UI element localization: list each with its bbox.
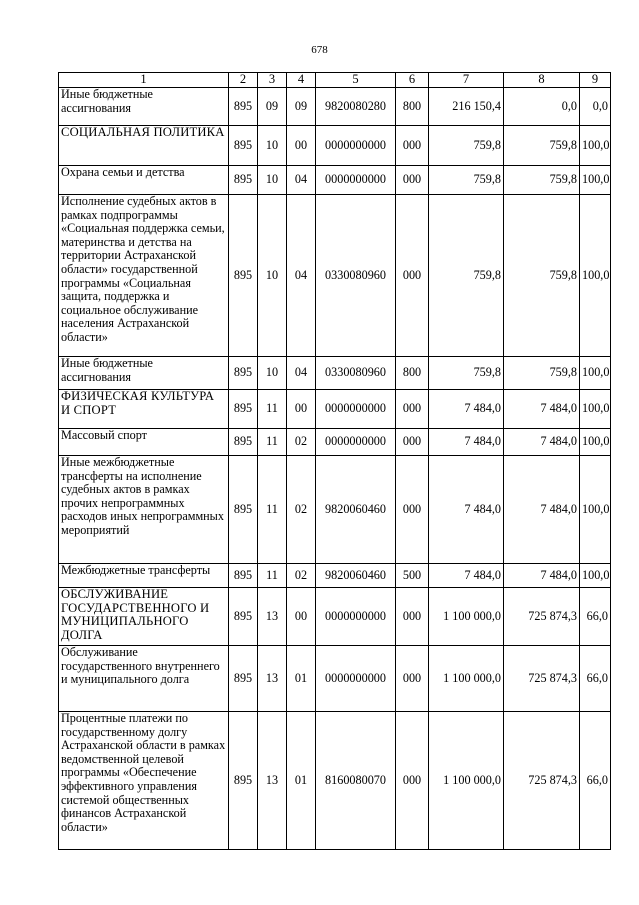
executed-amount: 725 874,3	[504, 588, 580, 646]
kvsr-code: 895	[229, 126, 258, 166]
subsection-code: 02	[287, 564, 316, 588]
executed-amount: 7 484,0	[504, 564, 580, 588]
executed-amount: 759,8	[504, 126, 580, 166]
kvsr-code: 895	[229, 429, 258, 456]
row-name: ОБСЛУЖИВАНИЕ ГОСУДАРСТВЕННОГО И МУНИЦИПАЛЬНОГО ДОЛГА	[59, 588, 229, 646]
expense-type-code: 800	[396, 88, 429, 126]
table-row	[59, 646, 611, 712]
executed-amount: 7 484,0	[504, 456, 580, 564]
subsection-code: 02	[287, 456, 316, 564]
execution-percent: 100,0	[580, 195, 611, 357]
row-name: СОЦИАЛЬНАЯ ПОЛИТИКА	[59, 126, 229, 166]
header-col-1: 1	[59, 73, 229, 88]
expense-type-code: 000	[396, 588, 429, 646]
kvsr-code: 895	[229, 195, 258, 357]
executed-amount: 759,8	[504, 195, 580, 357]
execution-percent: 100,0	[580, 166, 611, 195]
section-code: 13	[258, 646, 287, 712]
subsection-code: 01	[287, 712, 316, 850]
header-col-5: 5	[316, 73, 396, 88]
table-row	[59, 456, 611, 564]
target-article-code: 0330080960	[316, 357, 396, 390]
planned-amount: 759,8	[429, 166, 504, 195]
planned-amount: 759,8	[429, 195, 504, 357]
section-code: 10	[258, 126, 287, 166]
expense-type-code: 000	[396, 195, 429, 357]
subsection-code: 01	[287, 646, 316, 712]
kvsr-code: 895	[229, 564, 258, 588]
execution-percent: 0,0	[580, 88, 611, 126]
target-article-code: 8160080070	[316, 712, 396, 850]
row-name: ФИЗИЧЕСКАЯ КУЛЬТУРА И СПОРТ	[59, 390, 229, 429]
planned-amount: 7 484,0	[429, 390, 504, 429]
table-row	[59, 88, 611, 126]
execution-percent: 100,0	[580, 126, 611, 166]
kvsr-code: 895	[229, 712, 258, 850]
table-row	[59, 126, 611, 166]
table-row	[59, 390, 611, 429]
executed-amount: 725 874,3	[504, 646, 580, 712]
header-col-4: 4	[287, 73, 316, 88]
executed-amount: 759,8	[504, 166, 580, 195]
section-code: 11	[258, 456, 287, 564]
row-name: Обслуживание государственного внутреннего и муниципального долга	[59, 646, 229, 712]
section-code: 10	[258, 195, 287, 357]
expense-type-code: 000	[396, 712, 429, 850]
expense-type-code: 000	[396, 646, 429, 712]
subsection-code: 09	[287, 88, 316, 126]
execution-percent: 66,0	[580, 646, 611, 712]
subsection-code: 00	[287, 588, 316, 646]
row-name: Массовый спорт	[59, 429, 229, 456]
planned-amount: 216 150,4	[429, 88, 504, 126]
row-name: Охрана семьи и детства	[59, 166, 229, 195]
expense-type-code: 000	[396, 390, 429, 429]
kvsr-code: 895	[229, 88, 258, 126]
target-article-code: 0000000000	[316, 390, 396, 429]
executed-amount: 759,8	[504, 357, 580, 390]
header-col-7: 7	[429, 73, 504, 88]
expense-type-code: 000	[396, 126, 429, 166]
subsection-code: 00	[287, 390, 316, 429]
target-article-code: 0330080960	[316, 195, 396, 357]
row-name: Иные бюджетные ассигнования	[59, 357, 229, 390]
target-article-code: 0000000000	[316, 166, 396, 195]
expense-type-code: 000	[396, 429, 429, 456]
section-code: 11	[258, 429, 287, 456]
table-row	[59, 357, 611, 390]
target-article-code: 0000000000	[316, 429, 396, 456]
kvsr-code: 895	[229, 357, 258, 390]
row-name: Исполнение судебных актов в рамках подпрограммы «Социальная поддержка семьи, материнства и детства на территории Астраханской области» государственной программы «Социальная защита, поддержка и социальное обслуживание населения Астраханской области»	[59, 195, 229, 357]
execution-percent: 100,0	[580, 564, 611, 588]
table-row	[59, 588, 611, 646]
table-row	[59, 564, 611, 588]
expense-type-code: 000	[396, 456, 429, 564]
executed-amount: 725 874,3	[504, 712, 580, 850]
subsection-code: 02	[287, 429, 316, 456]
section-code: 13	[258, 712, 287, 850]
planned-amount: 7 484,0	[429, 429, 504, 456]
row-name: Межбюджетные трансферты	[59, 564, 229, 588]
kvsr-code: 895	[229, 456, 258, 564]
expense-type-code: 000	[396, 166, 429, 195]
section-code: 11	[258, 390, 287, 429]
execution-percent: 66,0	[580, 712, 611, 850]
executed-amount: 7 484,0	[504, 429, 580, 456]
section-code: 10	[258, 357, 287, 390]
row-name: Процентные платежи по государственному долгу Астраханской области в рамках ведомственной целевой программы «Обеспечение эффективного управления системой общественных финансов Астраханской области»	[59, 712, 229, 850]
section-code: 10	[258, 166, 287, 195]
execution-percent: 100,0	[580, 357, 611, 390]
planned-amount: 759,8	[429, 126, 504, 166]
executed-amount: 7 484,0	[504, 390, 580, 429]
expense-type-code: 500	[396, 564, 429, 588]
page-number: 678	[311, 44, 328, 56]
header-col-3: 3	[258, 73, 287, 88]
target-article-code: 0000000000	[316, 588, 396, 646]
kvsr-code: 895	[229, 646, 258, 712]
header-col-2: 2	[229, 73, 258, 88]
kvsr-code: 895	[229, 390, 258, 429]
header-col-6: 6	[396, 73, 429, 88]
header-col-8: 8	[504, 73, 580, 88]
table-row	[59, 166, 611, 195]
target-article-code: 9820060460	[316, 564, 396, 588]
execution-percent: 100,0	[580, 429, 611, 456]
execution-percent: 100,0	[580, 456, 611, 564]
subsection-code: 00	[287, 126, 316, 166]
execution-percent: 100,0	[580, 390, 611, 429]
planned-amount: 1 100 000,0	[429, 588, 504, 646]
planned-amount: 7 484,0	[429, 456, 504, 564]
target-article-code: 0000000000	[316, 646, 396, 712]
row-name: Иные межбюджетные трансферты на исполнение судебных актов в рамках прочих непрограммных расходов иных непрограммных мероприятий	[59, 456, 229, 564]
row-name: Иные бюджетные ассигнования	[59, 88, 229, 126]
executed-amount: 0,0	[504, 88, 580, 126]
section-code: 09	[258, 88, 287, 126]
header-row	[59, 73, 611, 88]
planned-amount: 1 100 000,0	[429, 646, 504, 712]
planned-amount: 759,8	[429, 357, 504, 390]
target-article-code: 0000000000	[316, 126, 396, 166]
kvsr-code: 895	[229, 166, 258, 195]
table-row	[59, 429, 611, 456]
kvsr-code: 895	[229, 588, 258, 646]
expense-type-code: 800	[396, 357, 429, 390]
subsection-code: 04	[287, 195, 316, 357]
target-article-code: 9820080280	[316, 88, 396, 126]
table-row	[59, 195, 611, 357]
planned-amount: 1 100 000,0	[429, 712, 504, 850]
subsection-code: 04	[287, 166, 316, 195]
target-article-code: 9820060460	[316, 456, 396, 564]
section-code: 13	[258, 588, 287, 646]
table-row	[59, 712, 611, 850]
section-code: 11	[258, 564, 287, 588]
subsection-code: 04	[287, 357, 316, 390]
execution-percent: 66,0	[580, 588, 611, 646]
header-col-9: 9	[580, 73, 611, 88]
budget-table	[58, 72, 611, 850]
planned-amount: 7 484,0	[429, 564, 504, 588]
